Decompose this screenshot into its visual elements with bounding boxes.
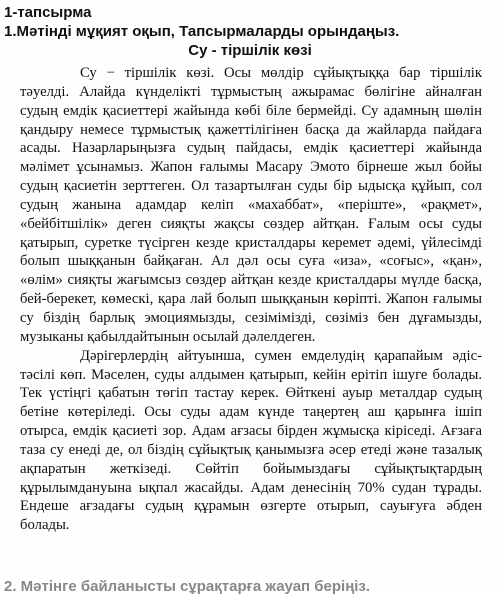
next-task-label: 2. Мәтінге байланысты сұрақтарға жауап беріңіз. — [4, 578, 371, 595]
task-label: 1-тапсырма — [4, 4, 92, 21]
task-instruction: 1.Мәтінді мұқият оқып, Тапсырмаларды орындаңыз. — [4, 23, 400, 40]
paragraph: Су − тіршілік көзі. Осы мөлдір сұйықтыққа бар тіршілік тәуелді. Алайда күнделікті тұрмыстың ажырамас бөлігіне айналған судың емдік қасиеттері жайында көбі біле бермейді. Су адамның шөлін қандыру немесе тұрмыстық қажеттілігінен басқа да жайларда пайдаға асады. Назарларыңызға судың пайдасы, емдік қасиеттері жайында мәлімет ұсынамыз. Жапон ғалымы Масару Эмото бірнеше жыл бойы судың қасиетін зерттеген. Ол тазартылған суды бір ыдысқа құйып, сол судың жанына адамдар келіп «махаббат», «періште», «рақмет», «бейбітшілік» деген сияқты жақсы сөздер айтқан. Ғалым осы суды қатырып, суретке түсірген кезде кристалдары керемет әдемі, үйлесімді болып шыққанын байқаған. Ал дәл осы суға «иза», «соғыс», «қан», «өлім» сияқты жағымсыз сөздер айтқан кезде кристалдары мүлде басқа, бей-берекет, көмескі, қара лай болып шыққанын көріпті. Жапон ғалымы су біздің барлық эмоциямызды, сезімімізді, сөзіміз бен дұғамызды, музыканы қабылдайтынын осылай дәлелдеген. — [20, 65, 482, 345]
paragraph: Дәрігерлердің айтуынша, сумен емделудің қарапайым әдіс-тәсілі көп. Мәселен, суды алдымен қатырып, кейін ерітіп ішуге болады. Тек үстіңгі қабатын төгіп тастау керек. Өйткені ауыр металдар судың бетіне көтеріледі. Осы суды адам күнде таңертең аш қарынға ішіп отырса, емдік қасиеті зор. Адам ағзасы бірден жұмысқа кіріседі. Ағзаға таза су енеді де, ол біздің сұйықтық қанымызға әсер етеді және тазалық ақпаратын жеткізеді. Сөйтіп бойымыздағы сұйықтықтардың құрылымдануына ықпал жасайды. Адам денесінің 70% судан тұрады. Ендеше ағзадағы судың құрамын өзгерте отырып, сауығуға әбден болады. — [20, 347, 482, 534]
text-body — [20, 64, 482, 535]
text-title: Су - тіршілік көзі — [188, 42, 312, 59]
